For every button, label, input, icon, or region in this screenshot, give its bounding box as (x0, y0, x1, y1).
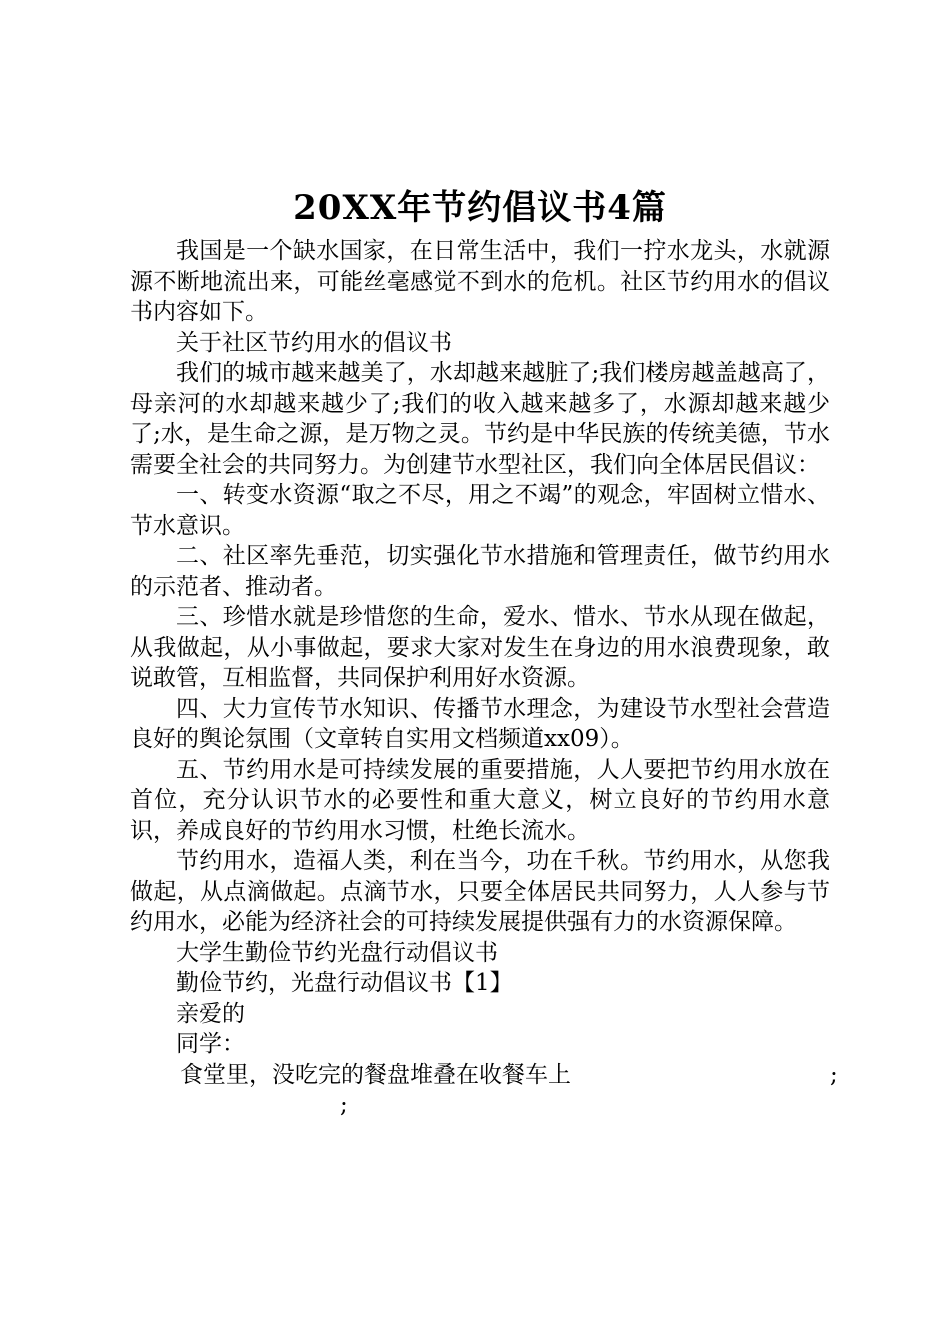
paragraph-5: 二、社区率先垂范，切实强化节水措施和管理责任，做节约用水的示范者、推动者。 (130, 543, 830, 600)
paragraph-14-text: 食堂里，没吃完的餐盘堆叠在收餐车上 (180, 1061, 571, 1088)
document-page (130, 182, 838, 1121)
paragraph-12: 亲爱的 (176, 1000, 245, 1027)
paragraph-10: 大学生勤俭节约光盘行动倡议书 (176, 939, 498, 966)
paragraph-1: 我国是一个缺水国家，在日常生活中，我们一拧水龙头，水就源源不断地流出来，可能丝毫感觉不到水的危机。社区节约用水的倡议书内容如下。 (130, 238, 830, 325)
paragraph-11: 勤俭节约，光盘行动倡议书【1】 (176, 970, 513, 996)
paragraph-6: 三、珍惜水就是珍惜您的生命，爱水、惜水、节水从现在做起，从我做起，从小事做起，要求大家对发生在身边的用水浪费现象，敢说敢管，互相监督，共同保护利用好水资源。 (130, 604, 830, 691)
paragraph-3: 我们的城市越来越美了，水却越来越脏了;我们楼房越盖越高了，母亲河的水却越来越少了;我们的收入越来越多了，水源却越来越少了;水，是生命之源，是万物之灵。节约是中华民族的传统美德，节水需要全社会的共同努力。为创建节水型社区，我们向全体居民倡议： (130, 360, 830, 478)
paragraph-9: 节约用水，造福人类，利在当今，功在千秋。节约用水，从您我做起，从点滴做起。点滴节水，只要全体居民共同努力，人人参与节约用水，必能为经济社会的可持续发展提供强有力的水资源保障。 (130, 848, 830, 935)
paragraph-13: 同学： (176, 1031, 245, 1057)
paragraph-4: 一、转变水资源“取之不尽，用之不竭”的观念，牢固树立惜水、节水意识。 (130, 482, 830, 539)
paragraph-8: 五、节约用水是可持续发展的重要措施，人人要把节约用水放在首位，充分认识节水的必要性和重大意义，树立良好的节约用水意识，养成良好的节约用水习惯，杜绝长流水。 (130, 756, 830, 844)
paragraph-2: 关于社区节约用水的倡议书 (176, 329, 452, 356)
document-title: 20XX年节约倡议书4篇 (293, 188, 667, 228)
semicolon-mark-1: ; (830, 1061, 838, 1088)
semicolon-mark-2: ; (340, 1092, 348, 1118)
paragraph-14 (130, 1060, 838, 1121)
paragraph-7: 四、大力宣传节水知识、传播节水理念，为建设节水型社会营造良好的舆论氛围（文章转自实用文档频道xx09）。 (130, 695, 830, 752)
